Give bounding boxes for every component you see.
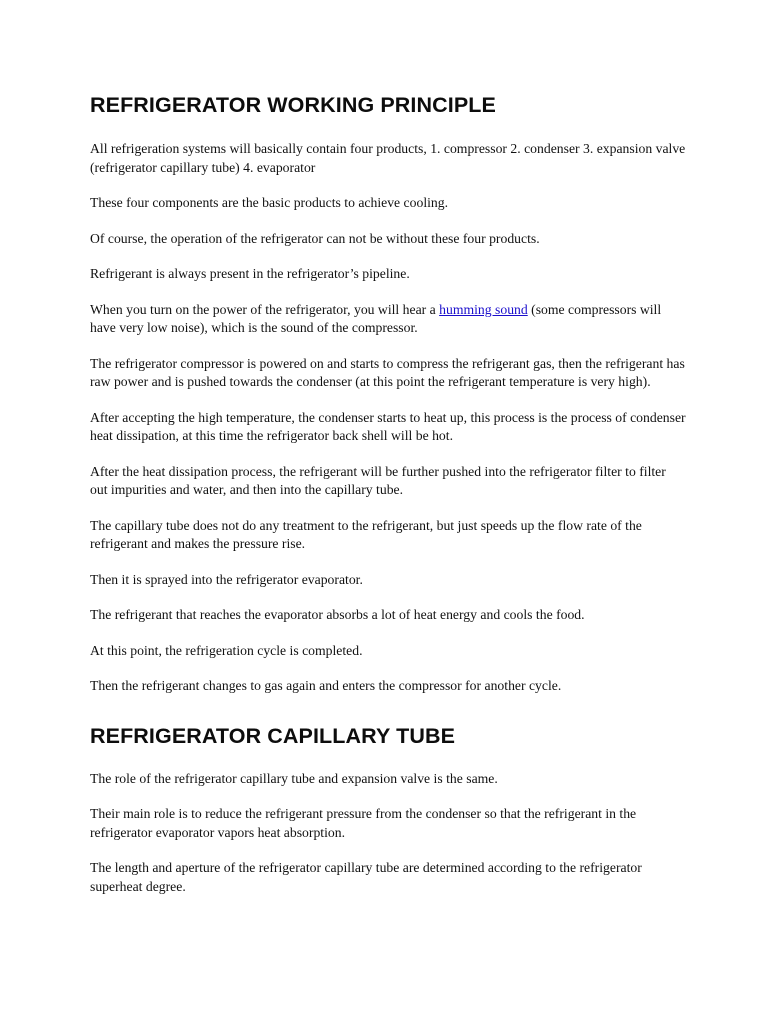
paragraph-condenser-heat: After accepting the high temperature, the condenser starts to heat up, this process is the process of condenser heat dissipation, at this time the refrigerator back shell will be hot. [90, 409, 686, 443]
paragraph-length-aperture: The length and aperture of the refrigerator capillary tube are determined according to the refrigerator superheat degree. [90, 860, 642, 894]
humming-text-after: (some compressors will have very low noise), which is the sound of the compressor. [90, 301, 662, 335]
paragraph-sprayed: Then it is sprayed into the refrigerator evaporator. [90, 571, 363, 587]
paragraph-role: The role of the refrigerator capillary tube and expansion valve is the same. [90, 770, 498, 786]
paragraph-refrigerant-present: Refrigerant is always present in the refrigerator’s pipeline. [90, 266, 410, 281]
paragraph-filter: After the heat dissipation process, the refrigerant will be further pushed into the refrigerator filter to filter out impurities and water, and then into the capillary tube. [90, 463, 666, 497]
paragraph-evaporator-absorbs: The refrigerant that reaches the evaporator absorbs a lot of heat energy and cools the food. [90, 607, 585, 622]
paragraph-capillary-flow: The capillary tube does not do any treatment to the refrigerant, but just speeds up the flow rate of the refrigerant and makes the pressure rise. [90, 517, 642, 551]
paragraph-another-cycle: Then the refrigerant changes to gas again and enters the compressor for another cycle. [90, 678, 562, 693]
heading-working-principle: REFRIGERATOR WORKING PRINCIPLE [90, 93, 496, 117]
heading-capillary-tube: REFRIGERATOR CAPILLARY TUBE [90, 723, 456, 748]
paragraph-main-role: Their main role is to reduce the refrigerant pressure from the condenser so that the refrigerant in the refrigerator evaporator vapors heat absorption. [90, 806, 637, 840]
humming-text-before: When you turn on the power of the refrigerator, you will hear a [90, 301, 440, 317]
paragraph-four-products: All refrigeration systems will basically contain four products, 1. compressor 2. condenser 3. expansion valve (refrigerator capillary tube) 4. evaporator [90, 141, 686, 175]
paragraph-operation: Of course, the operation of the refrigerator can not be without these four products. [90, 230, 540, 246]
paragraph-cycle-completed: At this point, the refrigeration cycle is completed. [90, 642, 363, 658]
document-page [90, 92, 686, 913]
paragraph-basic-products: These four components are the basic products to achieve cooling. [90, 195, 449, 210]
paragraph-humming-sound [90, 301, 686, 338]
humming-sound-link[interactable]: humming sound [439, 301, 528, 317]
paragraph-compressor-powered: The refrigerator compressor is powered on and starts to compress the refrigerant gas, then the refrigerant has raw power and is pushed towards the condenser (at this point the refrigerant temperature is very high). [90, 355, 685, 389]
